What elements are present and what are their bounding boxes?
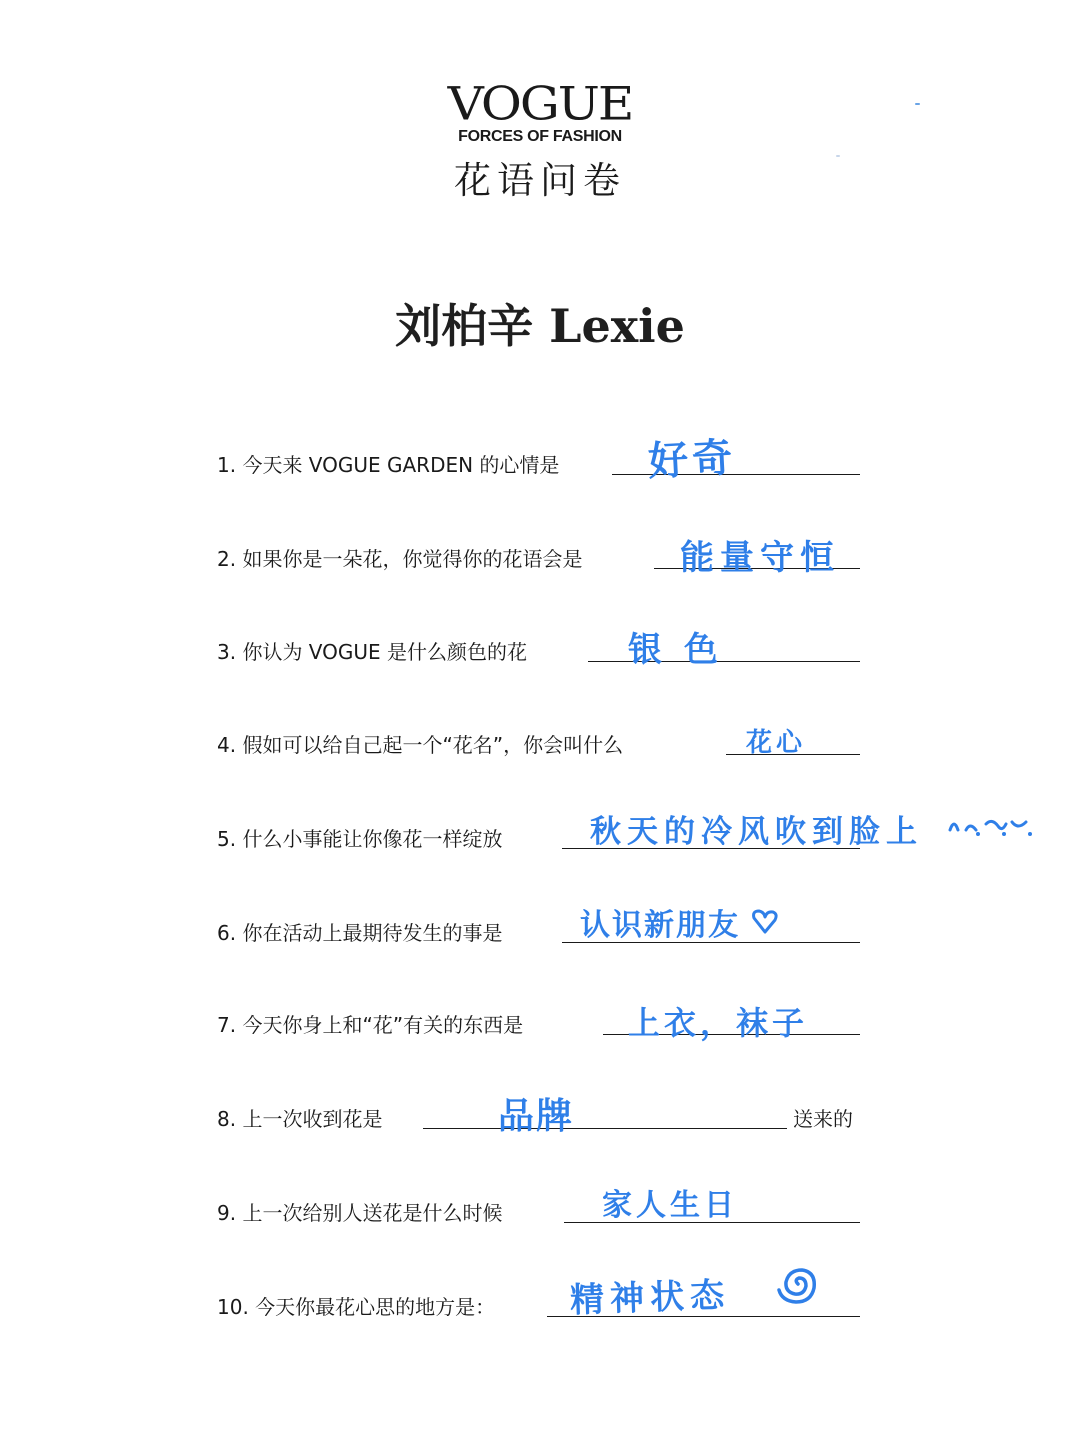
handwritten-answer: 银色 bbox=[628, 630, 740, 670]
question-label: 10. 今天你最花心思的地方是： bbox=[217, 1295, 496, 1319]
question-label: 3. 你认为 VOGUE 是什么颜色的花 bbox=[217, 640, 527, 664]
question-label: 8. 上一次收到花是 bbox=[217, 1107, 383, 1131]
handwritten-answer: 品牌 bbox=[498, 1096, 575, 1137]
question-label: 9. 上一次给别人送花是什么时候 bbox=[217, 1201, 503, 1225]
heart-doodle bbox=[750, 906, 780, 936]
respondent-name: 刘柏辛 Lexie bbox=[395, 299, 685, 353]
speck bbox=[915, 103, 920, 105]
handwritten-answer: 花心 bbox=[746, 728, 807, 758]
handwritten-answer: 好奇 bbox=[647, 434, 738, 486]
question-label: 1. 今天来 VOGUE GARDEN 的心情是 bbox=[217, 453, 560, 477]
question-label: 7. 今天你身上和“花”有关的东西是 bbox=[217, 1013, 524, 1037]
masthead bbox=[0, 78, 1080, 204]
vogue-logo: VOGUE bbox=[447, 77, 633, 131]
answer-line bbox=[423, 1128, 787, 1129]
handwritten-answer: 秋天的冷风吹到脸上 bbox=[590, 814, 923, 850]
forces-of-fashion-tagline: FORCES OF FASHION bbox=[458, 128, 622, 145]
handwritten-answer: 能量守恒 bbox=[680, 538, 840, 578]
question-9 bbox=[217, 1146, 877, 1226]
speck bbox=[836, 155, 840, 157]
question-label: 5. 什么小事能让你像花一样绽放 bbox=[217, 827, 503, 851]
handwritten-answer: 上衣，袜子 bbox=[628, 1004, 809, 1042]
spiral-doodle bbox=[774, 1262, 820, 1308]
question-label: 6. 你在活动上最期待发生的事是 bbox=[217, 921, 503, 945]
handwritten-answer: 家人生日 bbox=[602, 1188, 738, 1223]
handwritten-answer: 精神状态 bbox=[569, 1275, 731, 1321]
handwritten-answer: 认识新朋友 bbox=[580, 908, 740, 943]
question-3 bbox=[217, 585, 877, 665]
question-label: 4. 假如可以给自己起一个“花名”，你会叫什么 bbox=[217, 733, 624, 757]
question-suffix: 送来的 bbox=[793, 1107, 853, 1131]
question-1 bbox=[217, 398, 877, 478]
ellipsis-doodle bbox=[946, 808, 1036, 838]
questionnaire-title: 花语问卷 bbox=[454, 159, 626, 202]
question-label: 2. 如果你是一朵花，你觉得你的花语会是 bbox=[217, 547, 583, 571]
